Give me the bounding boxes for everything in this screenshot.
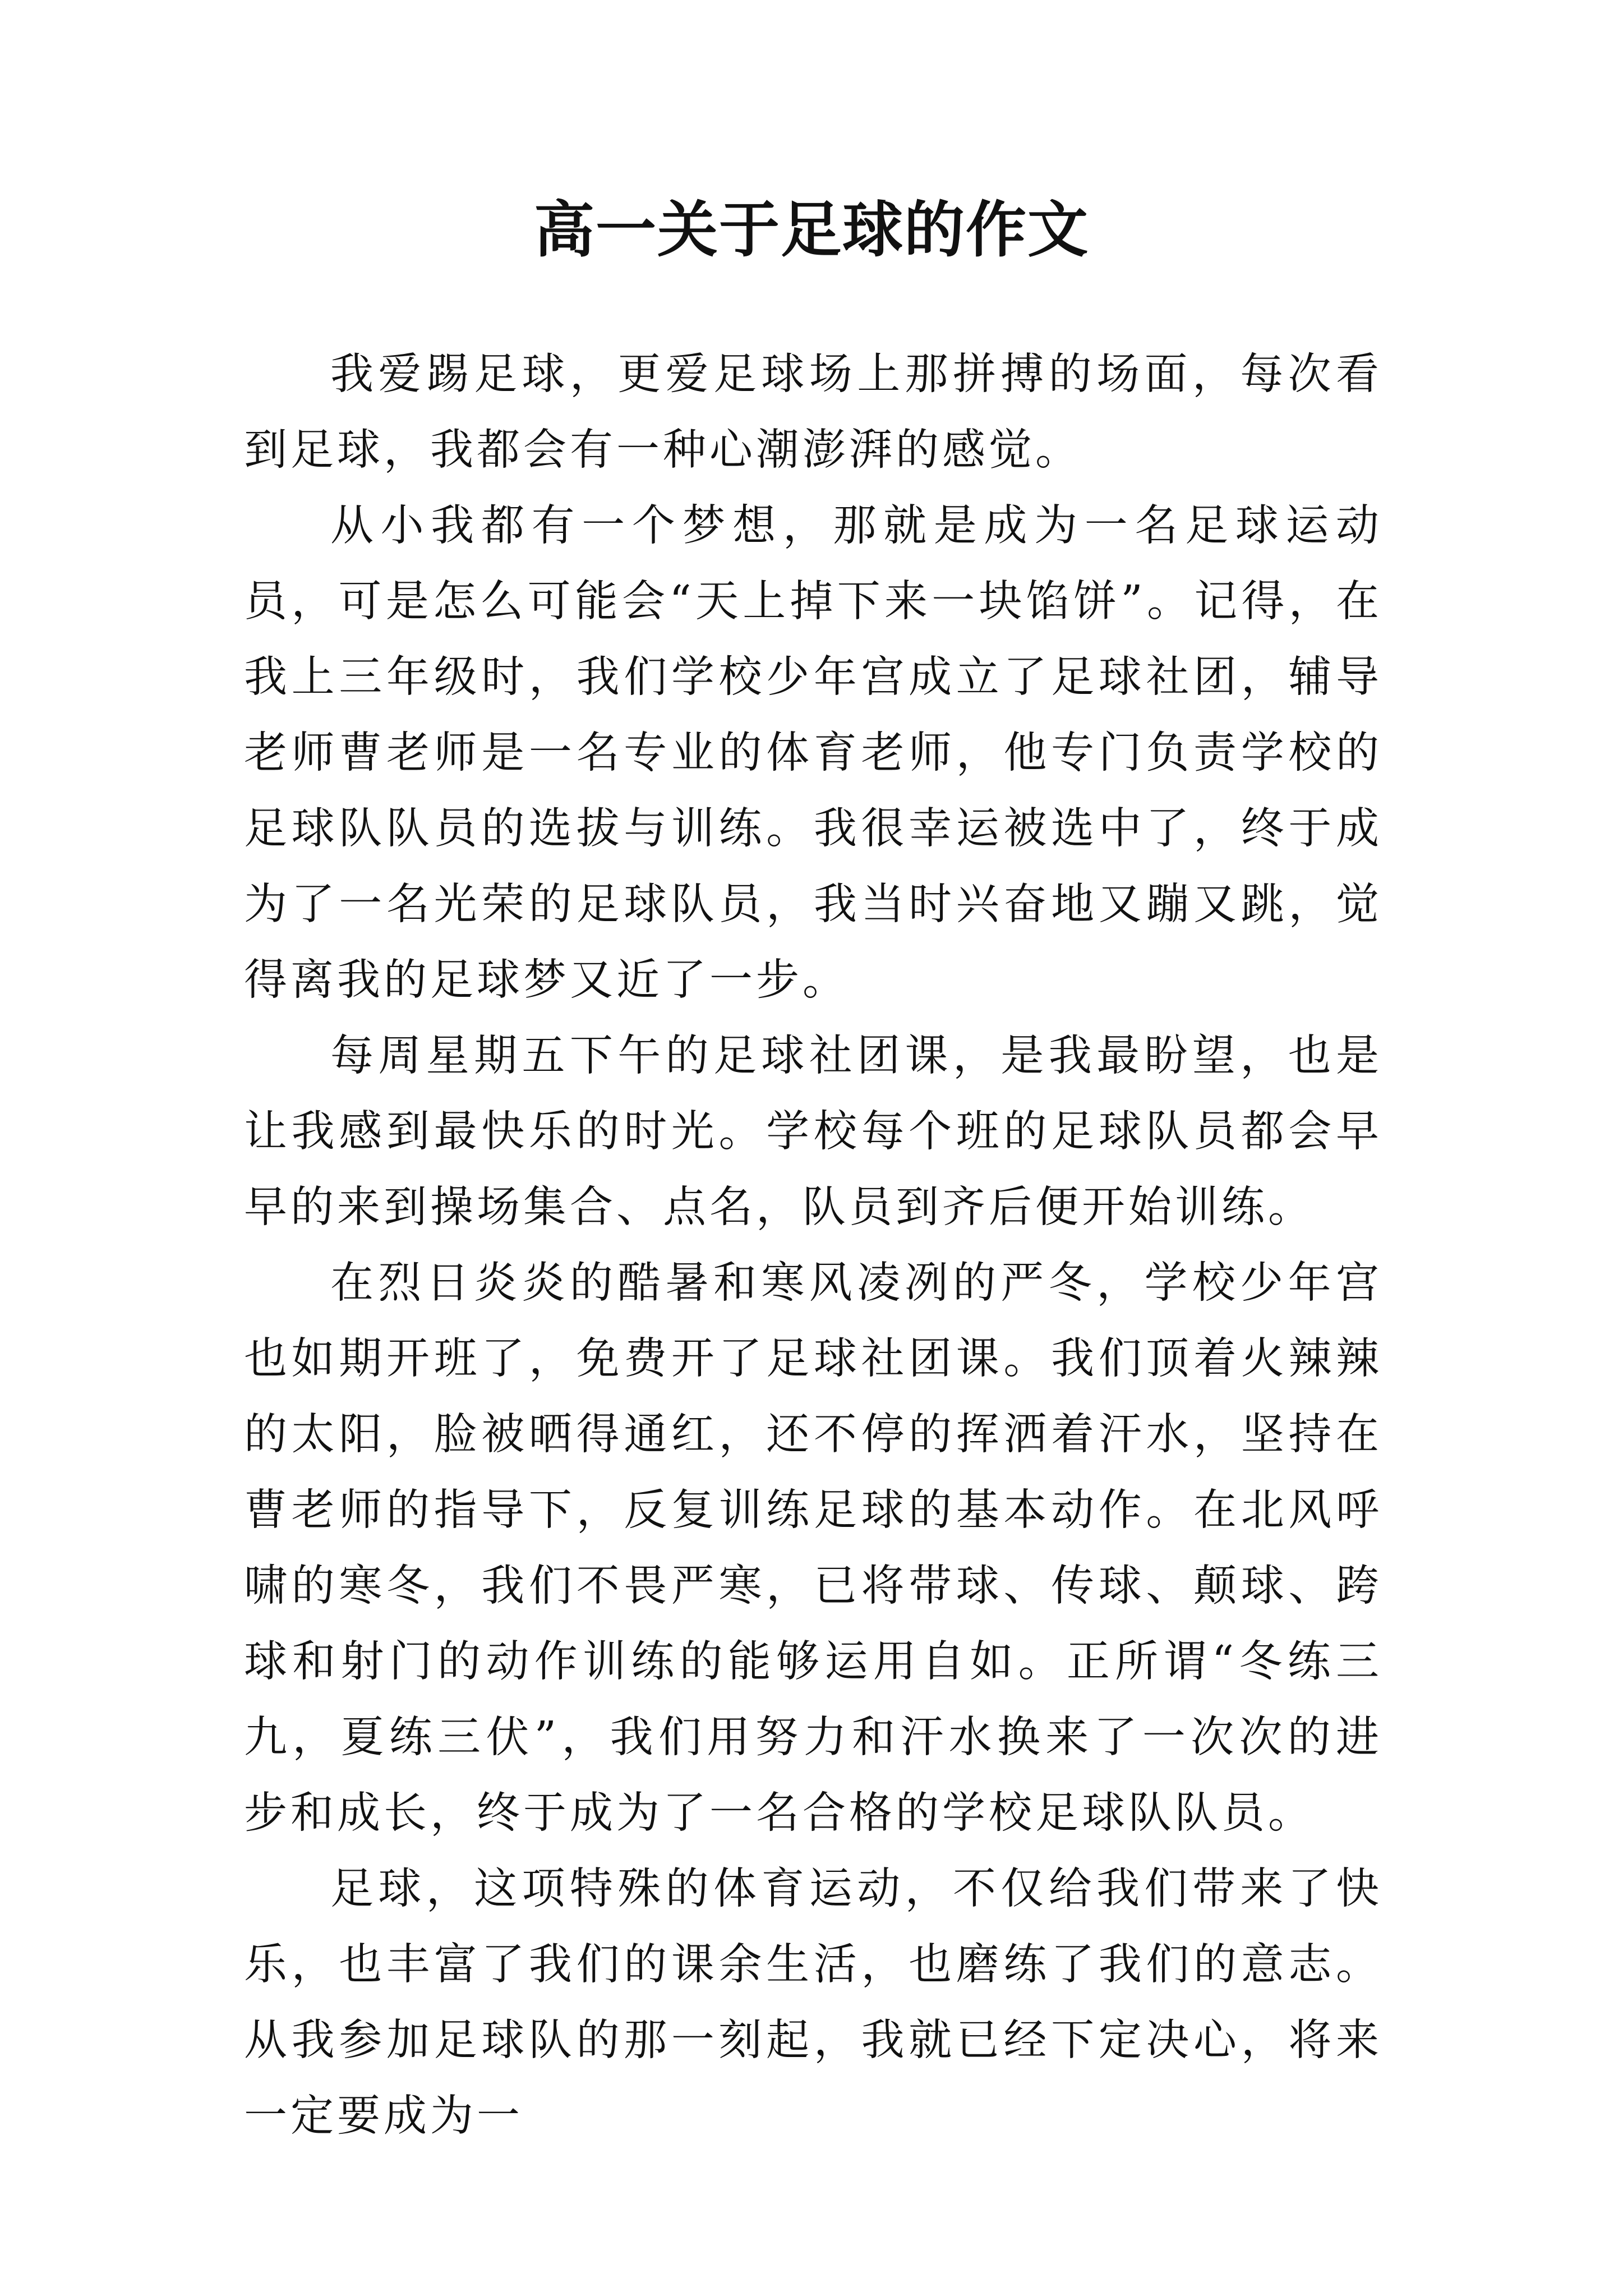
document-body [244, 337, 1382, 2154]
paragraph-3: 每周星期五下午的足球社团课，是我最盼望，也是让我感到最快乐的时光。学校每个班的足球队员都会早早的来到操场集合、点名，队员到齐后便开始训练。 [244, 1031, 1382, 1232]
paragraph-2: 从小我都有一个梦想，那就是成为一名足球运动员，可是怎么可能会“天上掉下来一块馅饼”。记得，在我上三年级时，我们学校少年宫成立了足球社团，辅导老师曹老师是一名专业的体育老师，他专门负责学校的足球队队员的选拔与训练。我很幸运被选中了，终于成为了一名光荣的足球队员，我当时兴奋地又蹦又跳，觉得离我的足球梦又近了一步。 [244, 501, 1382, 1005]
paragraph-4: 在烈日炎炎的酷暑和寒风凌冽的严冬，学校少年宫也如期开班了，免费开了足球社团课。我们顶着火辣辣的太阳，脸被晒得通红，还不停的挥洒着汗水，坚持在曹老师的指导下，反复训练足球的基本动作。在北风呼啸的寒冬，我们不畏严寒，已将带球、传球、颠球、跨球和射门的动作训练的能够运用自如。正所谓“冬练三九，夏练三伏”，我们用努力和汗水换来了一次次的进步和成长，终于成为了一名合格的学校足球队队员。 [244, 1258, 1382, 1838]
paragraph-5: 足球，这项特殊的体育运动，不仅给我们带来了快乐，也丰富了我们的课余生活，也磨练了我们的意志。从我参加足球队的那一刻起，我就已经下定决心，将来一定要成为一 [244, 1864, 1382, 2141]
document-title: 高一关于足球的作文 [533, 195, 1089, 265]
paragraph-1: 我爱踢足球，更爱足球场上那拼搏的场面，每次看到足球，我都会有一种心潮澎湃的感觉。 [244, 349, 1382, 475]
